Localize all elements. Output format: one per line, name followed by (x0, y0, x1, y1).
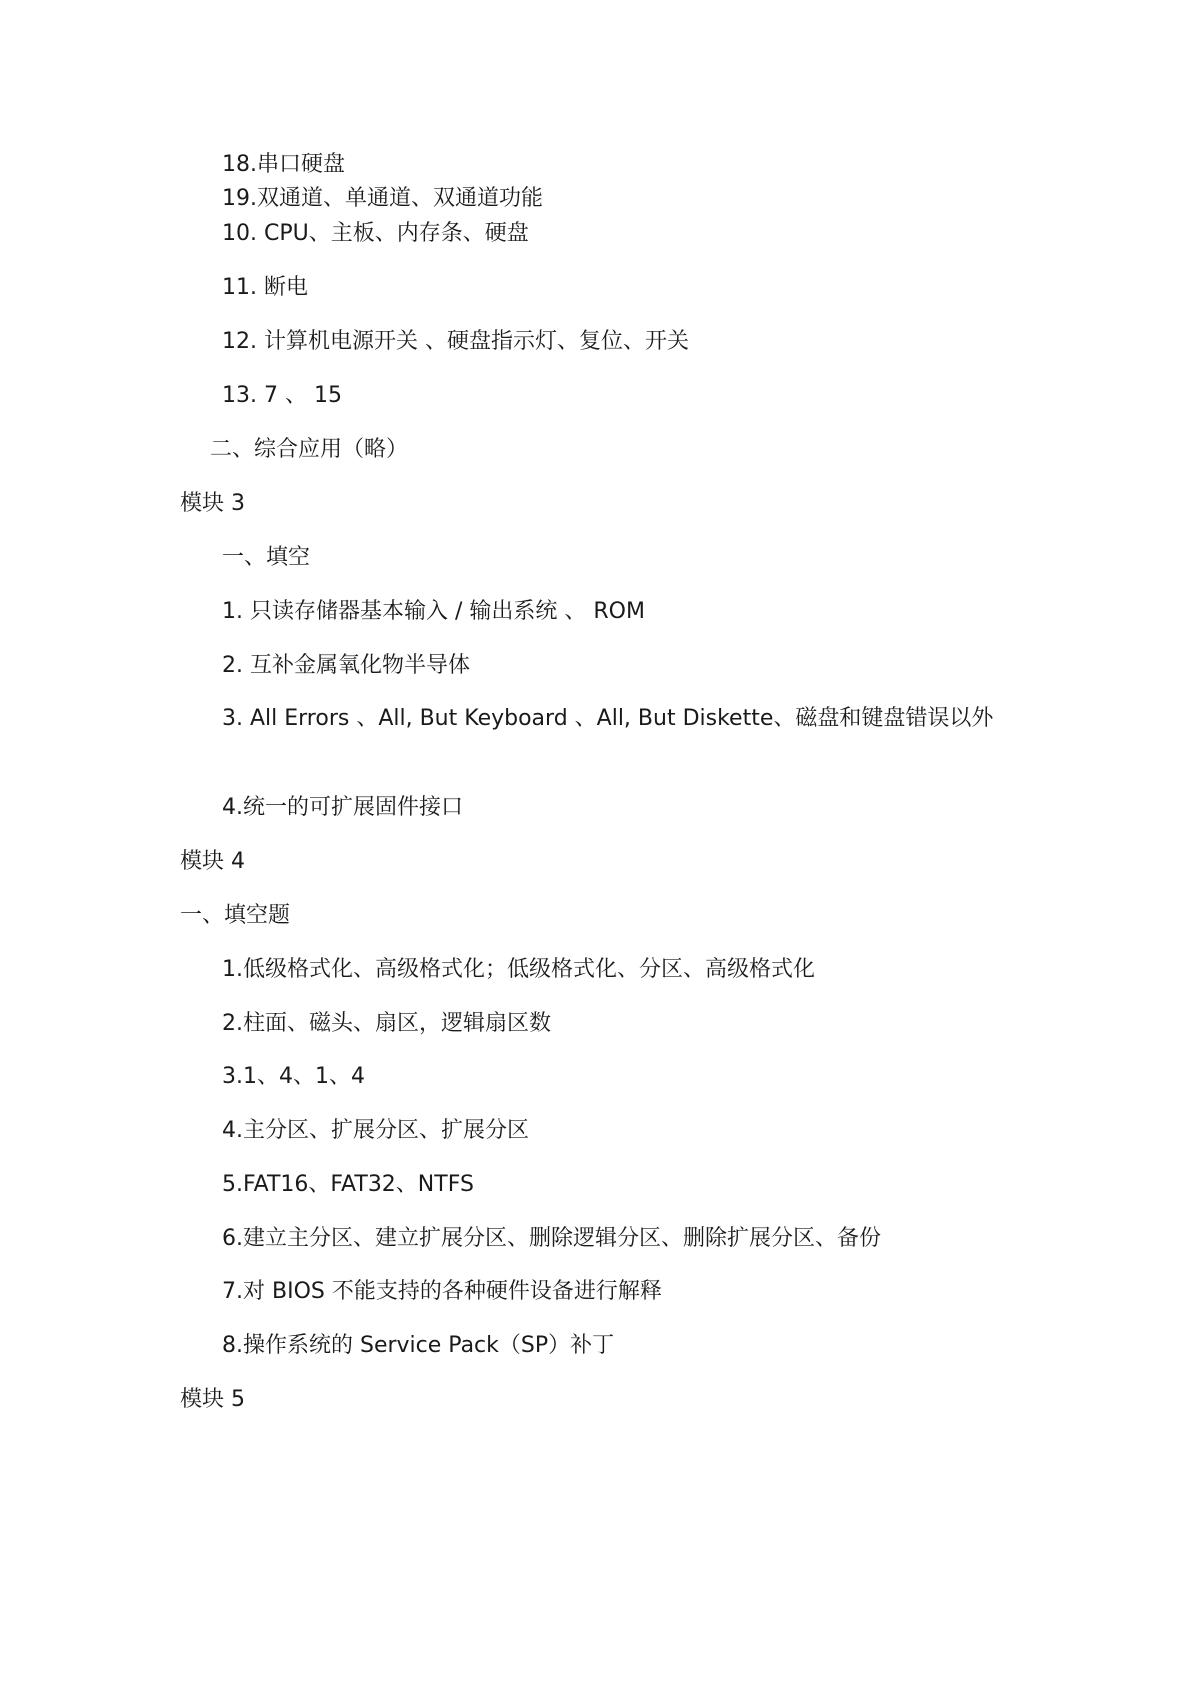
answer-line: 2.柱面、磁头、扇区，逻辑扇区数 (222, 1011, 551, 1036)
answer-line: 10. CPU、主板、内存条、硬盘 (222, 221, 529, 246)
answer-line: 1. 只读存储器基本输入 / 输出系统 、 ROM (222, 599, 645, 624)
answer-line: 5.FAT16、FAT32、NTFS (222, 1172, 474, 1197)
answer-line: 13. 7 、 15 (222, 383, 342, 408)
answer-line: 12. 计算机电源开关 、硬盘指示灯、复位、开关 (222, 329, 689, 354)
answer-line: 1.低级格式化、高级格式化；低级格式化、分区、高级格式化 (222, 957, 815, 982)
answer-line: 4.统一的可扩展固件接口 (222, 795, 463, 820)
answer-line: 7.对 BIOS 不能支持的各种硬件设备进行解释 (222, 1279, 662, 1304)
answer-line: 18.串口硬盘 (222, 152, 345, 177)
answer-line: 8.操作系统的 Service Pack（SP）补丁 (222, 1333, 615, 1358)
answer-line: 11. 断电 (222, 275, 308, 300)
answer-line: 2. 互补金属氧化物半导体 (222, 653, 470, 678)
section-heading: 二、综合应用（略） (210, 437, 409, 462)
module-heading: 模块 3 (180, 491, 245, 516)
section-heading: 一、填空题 (180, 903, 291, 928)
section-heading: 一、填空 (222, 545, 311, 570)
module-heading: 模块 5 (180, 1387, 245, 1412)
answer-line: 3. All Errors 、All, But Keyboard 、All, But Diskette、磁盘和键盘错误以外 (222, 706, 994, 731)
module-heading: 模块 4 (180, 849, 245, 874)
answer-line: 4.主分区、扩展分区、扩展分区 (222, 1118, 529, 1143)
answer-line: 6.建立主分区、建立扩展分区、删除逻辑分区、删除扩展分区、备份 (222, 1226, 881, 1251)
answer-line: 3.1、4、1、4 (222, 1064, 365, 1089)
answer-line: 19.双通道、单通道、双通道功能 (222, 186, 543, 211)
